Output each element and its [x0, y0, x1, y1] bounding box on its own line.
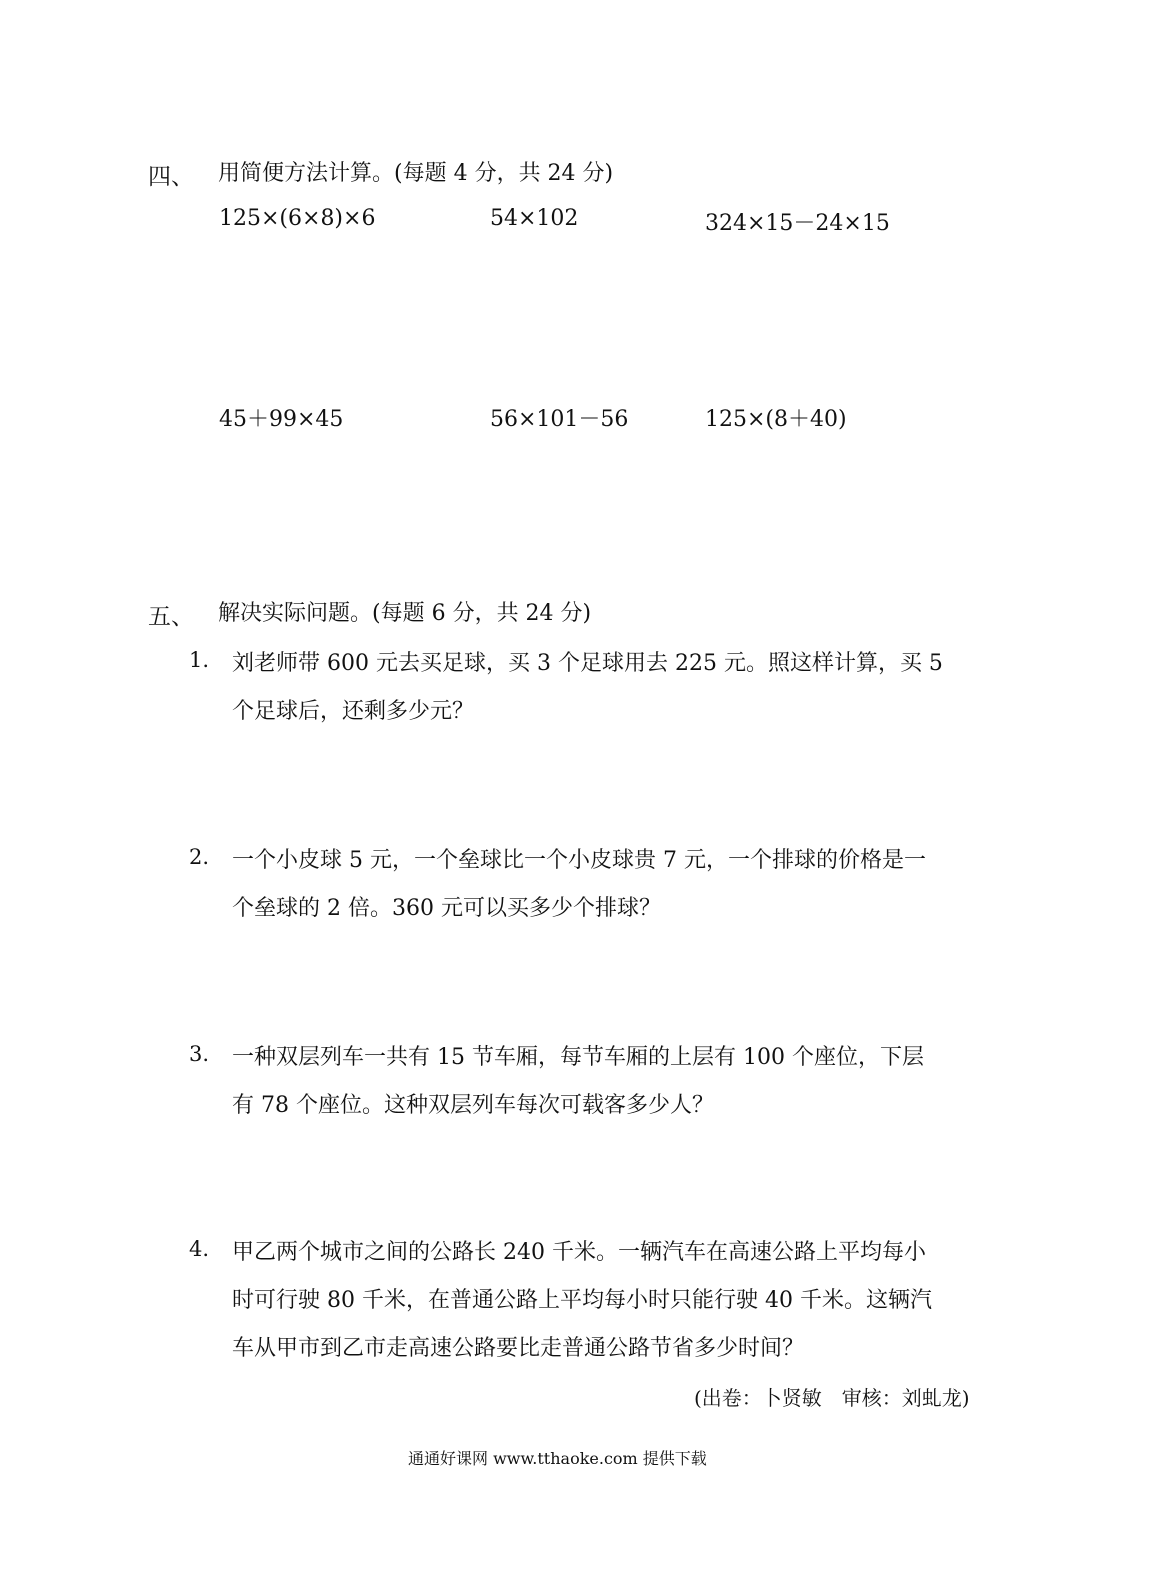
question-3-line-1: 一种双层列车一共有 15 节车厢，每节车厢的上层有 100 个座位，下层 [232, 1045, 924, 1070]
question-2-line-1: 一个小皮球 5 元，一个垒球比一个小皮球贵 7 元，一个排球的价格是一 [232, 848, 926, 873]
question-3-number: 3. [189, 1042, 210, 1066]
footer-source: 通通好课网 www.tthaoke.com 提供下载 [408, 1449, 707, 1468]
question-4-number: 4. [189, 1237, 210, 1261]
question-1-line-1: 刘老师带 600 元去买足球，买 3 个足球用去 225 元。照这样计算，买 5 [232, 651, 943, 676]
section5-title: 解决实际问题。(每题 6 分，共 24 分) [218, 601, 592, 626]
question-2-number: 2. [189, 845, 210, 869]
expression-5: 56×101－56 [490, 407, 629, 432]
author-credit: (出卷：卜贤敏 审核：刘虬龙) [694, 1386, 970, 1410]
question-4-line-2: 时可行驶 80 千米，在普通公路上平均每小时只能行驶 40 千米。这辆汽 [232, 1288, 932, 1313]
expression-3: 324×15－24×15 [705, 211, 890, 236]
expression-1: 125×(6×8)×6 [219, 206, 376, 231]
question-4-line-1: 甲乙两个城市之间的公路长 240 千米。一辆汽车在高速公路上平均每小 [232, 1240, 926, 1265]
question-3-line-2: 有 78 个座位。这种双层列车每次可载客多少人？ [232, 1093, 714, 1118]
question-1-number: 1. [189, 648, 210, 672]
expression-2: 54×102 [490, 206, 579, 231]
expression-4: 45＋99×45 [219, 407, 344, 432]
section5-number: 五、 [148, 604, 194, 630]
section4-number: 四、 [148, 164, 194, 190]
question-4-line-3: 车从甲市到乙市走高速公路要比走普通公路节省多少时间？ [232, 1336, 805, 1361]
question-2-line-2: 个垒球的 2 倍。360 元可以买多少个排球？ [232, 896, 661, 921]
question-1-line-2: 个足球后，还剩多少元？ [232, 699, 475, 724]
expression-6: 125×(8＋40) [705, 407, 847, 432]
section4-title: 用简便方法计算。(每题 4 分，共 24 分) [218, 161, 614, 186]
